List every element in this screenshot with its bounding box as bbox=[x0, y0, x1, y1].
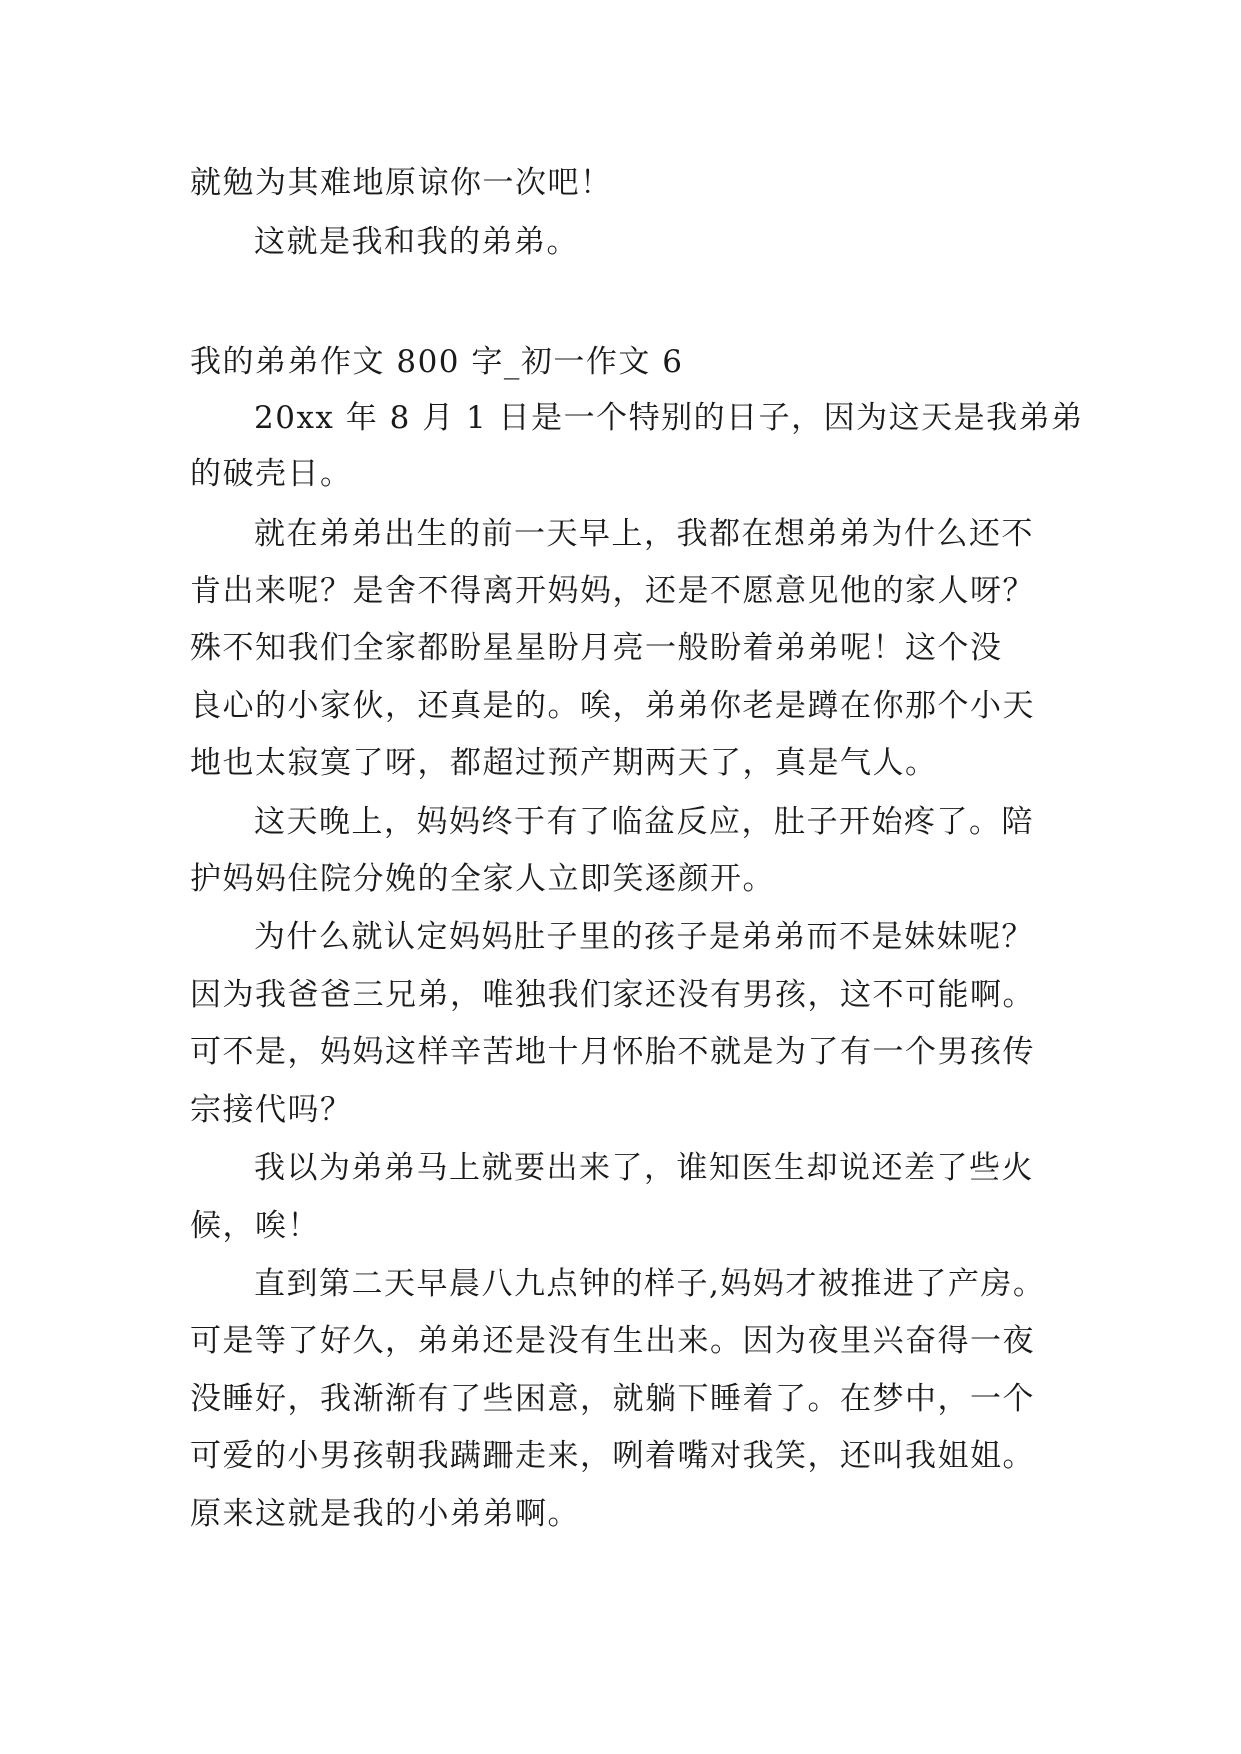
text-line: 宗接代吗？ bbox=[190, 1092, 353, 1128]
text-line: 地也太寂寞了呀，都超过预产期两天了，真是气人。 bbox=[190, 745, 938, 781]
text-line: 护妈妈住院分娩的全家人立即笑逐颜开。 bbox=[190, 861, 775, 897]
text-line: 没睡好，我渐渐有了些困意，就躺下睡着了。在梦中，一个 bbox=[190, 1381, 1035, 1417]
text-line: 就勉为其难地原谅你一次吧！ bbox=[190, 165, 613, 201]
text-line: 殊不知我们全家都盼星星盼月亮一般盼着弟弟呢！这个没 bbox=[190, 630, 1003, 666]
text-line: 肯出来呢？是舍不得离开妈妈，还是不愿意见他的家人呀？ bbox=[190, 573, 1035, 609]
text-line: 我以为弟弟马上就要出来了，谁知医生却说还差了些火 bbox=[254, 1150, 1034, 1186]
section-heading: 我的弟弟作文 800 字_初一作文 6 bbox=[190, 344, 684, 380]
text-line: 因为我爸爸三兄弟，唯独我们家还没有男孩，这不可能啊。 bbox=[190, 977, 1035, 1013]
text-line: 可爱的小男孩朝我蹒跚走来，咧着嘴对我笑，还叫我姐姐。 bbox=[190, 1438, 1035, 1474]
text-line: 就在弟弟出生的前一天早上，我都在想弟弟为什么还不 bbox=[254, 516, 1034, 552]
text-line: 可是等了好久，弟弟还是没有生出来。因为夜里兴奋得一夜 bbox=[190, 1323, 1035, 1359]
text-line: 为什么就认定妈妈肚子里的孩子是弟弟而不是妹妹呢？ bbox=[254, 919, 1034, 955]
text-line: 良心的小家伙，还真是的。唉，弟弟你老是蹲在你那个小天 bbox=[190, 688, 1035, 724]
text-line: 这就是我和我的弟弟。 bbox=[254, 224, 579, 260]
text-line: 候，唉！ bbox=[190, 1208, 320, 1244]
text-line: 20xx 年 8 月 1 日是一个特别的日子，因为这天是我弟弟 bbox=[254, 400, 1084, 436]
text-line: 原来这就是我的小弟弟啊。 bbox=[190, 1496, 580, 1532]
text-line: 这天晚上，妈妈终于有了临盆反应，肚子开始疼了。陪 bbox=[254, 804, 1034, 840]
text-line: 直到第二天早晨八九点钟的样子,妈妈才被推进了产房。 bbox=[254, 1266, 1046, 1302]
text-line: 的破壳日。 bbox=[190, 456, 353, 492]
text-line: 可不是，妈妈这样辛苦地十月怀胎不就是为了有一个男孩传 bbox=[190, 1034, 1035, 1070]
